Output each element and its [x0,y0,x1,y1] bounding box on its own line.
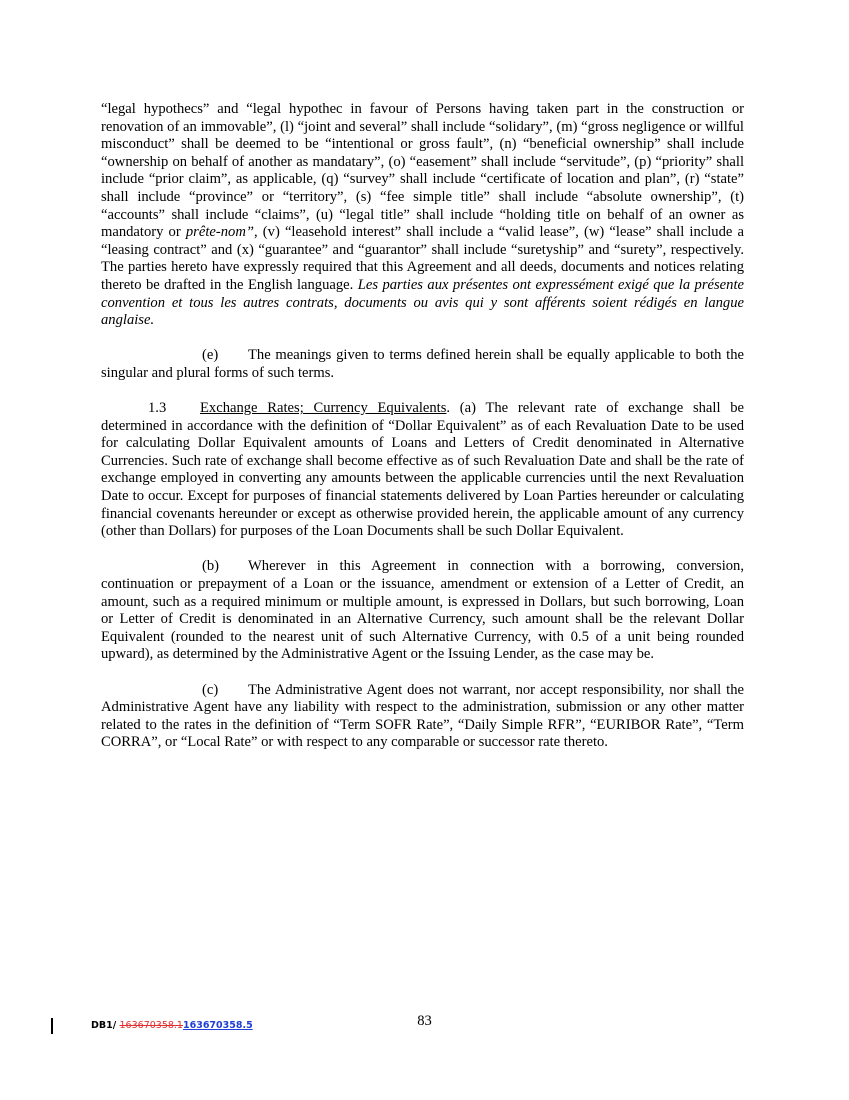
document-id-prefix: DB1/ [91,1020,120,1031]
paragraph-c-label: (c) [202,681,219,698]
revision-bar [51,1018,53,1034]
section-heading-period: . [446,400,451,417]
page-number: 83 [417,1013,432,1029]
definitions-text-continued: , (v) “leasehold interest” shall include a “valid lease”, (w) “lease” shall include a “leasing contract” and (x) “guarantee” and “guarantor” shall include “suretyship” and “surety”, respectively. The parties hereto have expressly required that this Agreement and all deeds, documents and notices relating thereto be drafted in the English language. [101,224,744,293]
paragraph-b [101,558,744,664]
section-1-3-paragraph [101,400,744,541]
paragraph-b-label: (b) [202,558,220,575]
section-heading: Exchange Rates; Currency Equivalents [200,400,447,417]
french-language-clause: Les parties aux présentes ont expressément exigé que la présente convention et tous les autres contrats, documents ou avis qui y sont afférents soient rédigés en langue anglaise. [101,276,744,329]
document-body [101,101,744,752]
paragraph-c-text: The Administrative Agent does not warrant, nor accept responsibility, nor shall the Administrative Agent have any liability with respect to the administration, submission or any other matter related to the rates in the definition of “Term SOFR Rate”, “Daily Simple RFR”, “EURIBOR Rate”, “Term CORRA”, or “Local Rate” or with respect to any comparable or successor rate thereto. [101,681,744,751]
paragraph-c [101,682,744,752]
definitions-continued-paragraph [101,101,744,330]
prete-nom-term: prête-nom” [185,224,254,241]
document-id [91,1020,253,1031]
deleted-document-number: 163670358.1 [119,1020,183,1031]
paragraph-e [101,347,744,382]
section-1-3-text: (a) The relevant rate of exchange shall be determined in accordance with the definition of “Dollar Equivalent” as of each Revaluation Date to be used for calculating Dollar Equivalent amounts of Loans and Letters of Credit denominated in Alternative Currencies. Such rate of exchange shall become effective as of such Revaluation Date and shall be the rate of exchange employed in converting any amounts between the applicable currencies until the next Revaluation Date to occur. Except for purposes of financial statements delivered by Loan Parties hereunder or calculating financial covenants hereunder or except as otherwise provided herein, the applicable amount of any currency (other than Dollars) for purposes of the Loan Documents shall be such Dollar Equivalent. [101,400,745,540]
paragraph-e-text: The meanings given to terms defined herein shall be equally applicable to both the singular and plural forms of such terms. [101,347,744,381]
inserted-document-number: 163670358.5 [182,1020,253,1031]
paragraph-e-label: (e) [202,347,219,364]
section-number: 1.3 [148,400,167,417]
definitions-text: “legal hypothecs” and “legal hypothec in favour of Persons having taken part in the construction or renovation of an immovable”, (l) “joint and several” shall include “solidary”, (m) “gross negligence or willful misconduct” shall be deemed to be “intentional or gross fault”, (n) “beneficial ownership” shall include “ownership on behalf of another as mandatary”, (o) “easement” shall include “servitude”, (p) “priority” shall include “prior claim”, as applicable, (q) “survey” shall include “certificate of location and plan”, (r) “state” shall include “province” or “territory”, (s) “fee simple title” shall include “absolute ownership”, (t) “accounts” shall include “claims”, (u) “legal title” shall include “holding title on behalf of an owner as mandatory or [101,101,744,241]
paragraph-b-text: Wherever in this Agreement in connection with a borrowing, conversion, continuation or prepayment of a Loan or the issuance, amendment or extension of a Letter of Credit, an amount, such as a required minimum or multiple amount, is expressed in Dollars, but such borrowing, Loan or Letter of Credit is denominated in an Alternative Currency, such amount shall be the relevant Dollar Equivalent (rounded to the nearest unit of such Alternative Currency, with 0.5 of a unit being rounded upward), as determined by the Administrative Agent or the Issuing Lender, as the case may be. [101,558,744,663]
